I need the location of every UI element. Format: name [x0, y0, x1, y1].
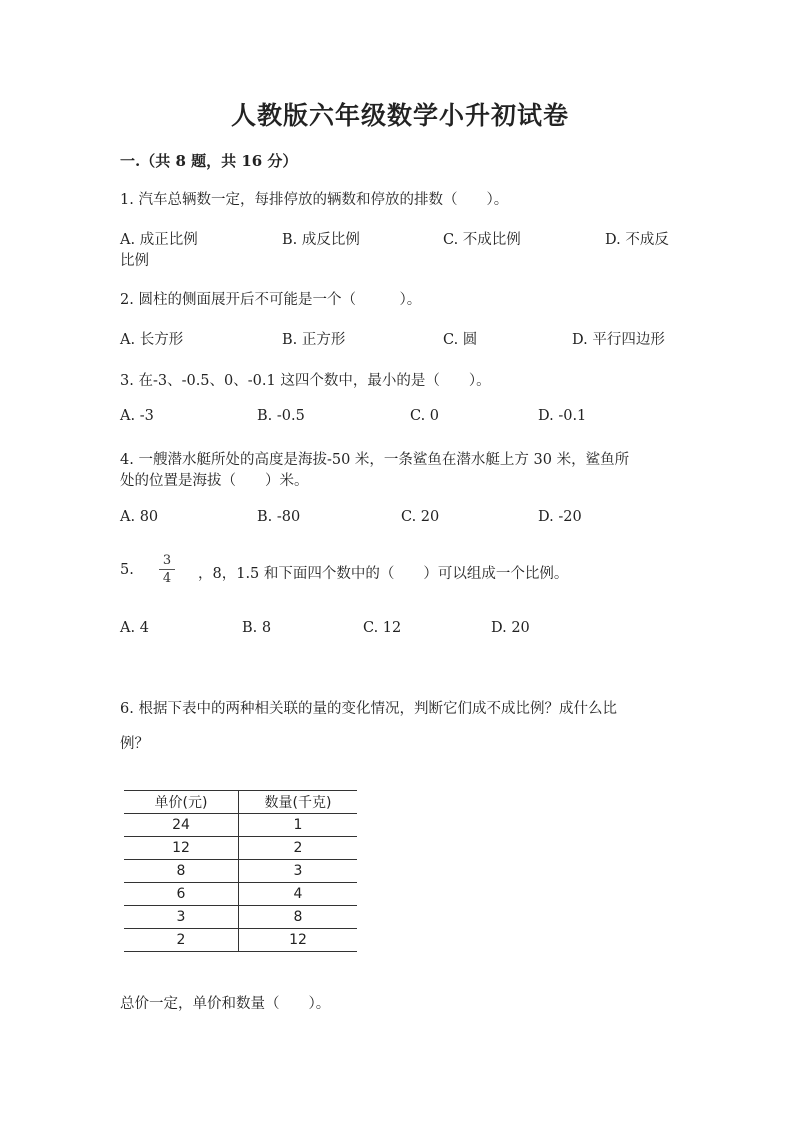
q2-option-a: A. 长方形: [120, 332, 184, 348]
q4-option-b: B. -80: [257, 509, 301, 525]
question-5-number: 5.: [120, 562, 134, 578]
question-2-text: 2. 圆柱的侧面展开后不可能是一个（ ）。: [120, 292, 422, 308]
table-row: [124, 906, 357, 929]
q5-option-b: B. 8: [242, 620, 272, 636]
table-row: [124, 814, 357, 837]
table-cell: 12: [124, 837, 239, 860]
q1-option-c: C. 不成比例: [443, 232, 521, 248]
table-row: [124, 883, 357, 906]
q3-option-d: D. -0.1: [538, 408, 587, 424]
table-row: [124, 837, 357, 860]
question-5-text: ，8，1.5 和下面四个数中的（ ）可以组成一个比例。: [198, 566, 569, 582]
table-cell: 3: [124, 906, 239, 929]
q3-option-a: A. -3: [120, 408, 154, 424]
question-4-line-2: 处的位置是海拔（ ）米。: [120, 473, 309, 489]
q1-option-d: D. 不成反: [605, 232, 669, 248]
q4-option-c: C. 20: [401, 509, 440, 525]
table-cell: 8: [124, 860, 239, 883]
table-header-row: [124, 791, 357, 814]
question-1-text: 1. 汽车总辆数一定，每排停放的辆数和停放的排数（ ）。: [120, 192, 509, 208]
fraction-numerator: 3: [162, 553, 172, 568]
header-unit-price: 单价(元): [124, 791, 239, 814]
q1-option-d-wrap: 比例: [120, 253, 149, 269]
header-quantity: 数量(千克): [239, 791, 358, 814]
q2-option-c: C. 圆: [443, 332, 478, 348]
q5-option-c: C. 12: [363, 620, 402, 636]
q1-option-a: A. 成正比例: [120, 232, 198, 248]
question-6-footer: 总价一定，单价和数量（ ）。: [120, 996, 331, 1012]
fraction-bar: [159, 569, 175, 570]
table-cell: 8: [239, 906, 358, 929]
table-cell: 1: [239, 814, 358, 837]
q4-option-d: D. -20: [538, 509, 582, 525]
q5-option-a: A. 4: [120, 620, 149, 636]
price-quantity-table: [124, 790, 357, 952]
fraction-denominator: 4: [162, 571, 172, 586]
fraction-three-quarters: [159, 553, 175, 586]
section-heading: 一.（共 8 题，共 16 分）: [120, 152, 298, 170]
table-cell: 24: [124, 814, 239, 837]
question-6-line-1: 6. 根据下表中的两种相关联的量的变化情况，判断它们成不成比例？成什么比: [120, 701, 617, 717]
question-6-line-2: 例？: [120, 736, 149, 752]
q3-option-c: C. 0: [410, 408, 440, 424]
table-cell: 2: [239, 837, 358, 860]
q1-option-b: B. 成反比例: [282, 232, 360, 248]
question-3-text: 3. 在-3、-0.5、0、-0.1 这四个数中，最小的是（ ）。: [120, 373, 491, 389]
q4-option-a: A. 80: [120, 509, 159, 525]
table-cell: 6: [124, 883, 239, 906]
question-4-line-1: 4. 一艘潜水艇所处的高度是海拔-50 米，一条鲨鱼在潜水艇上方 30 米，鲨鱼所: [120, 452, 630, 468]
table-cell: 2: [124, 929, 239, 952]
table-row: [124, 860, 357, 883]
table-cell: 12: [239, 929, 358, 952]
table-cell: 3: [239, 860, 358, 883]
page-title: 人教版六年级数学小升初试卷: [230, 101, 569, 130]
q2-option-b: B. 正方形: [282, 332, 346, 348]
table-row: [124, 929, 357, 952]
q3-option-b: B. -0.5: [257, 408, 305, 424]
q5-option-d: D. 20: [491, 620, 530, 636]
q2-option-d: D. 平行四边形: [572, 332, 665, 348]
table-cell: 4: [239, 883, 358, 906]
